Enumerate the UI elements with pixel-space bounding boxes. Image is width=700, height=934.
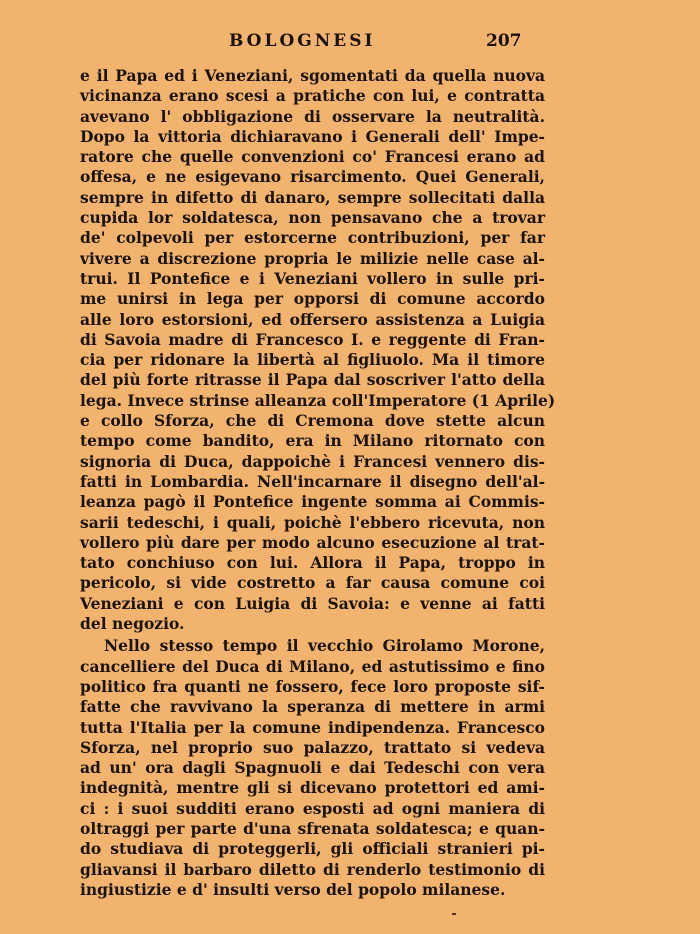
text-line: offesa, e ne esigevano risarcimento. Quei Generali, <box>80 167 545 187</box>
text-line: trui. Il Pontefice e i Veneziani vollero in sulle pri- <box>80 268 545 288</box>
text-line: alle loro estorsioni, ed offersero assistenza a Luigia <box>80 309 545 329</box>
text-line: indegnità, mentre gli si dicevano protettori ed ami- <box>80 778 545 798</box>
text-line: ad un' ora dagli Spagnuoli e dai Tedeschi con vera <box>80 758 545 778</box>
text-line: Dopo la vittoria dichiaravano i Generali dell' Impe- <box>80 126 545 146</box>
text-line: ingiustizie e d' insulti verso del popolo milanese. <box>80 879 506 899</box>
text-line: vicinanza erano scesi a pratiche con lui, e contratta <box>80 86 545 106</box>
text-line: vivere a discrezione propria le milizie nelle case al- <box>80 248 545 268</box>
running-title: BOLOGNESI <box>229 31 376 51</box>
page-number: 207 <box>486 31 522 51</box>
text-line: lega. Invece strinse alleanza coll'Imperatore (1 Aprile) <box>80 390 556 410</box>
text-line: politico fra quanti ne fossero, fece loro proposte sif- <box>80 676 545 696</box>
text-line: vollero più dare per modo alcuno esecuzione al trat- <box>80 532 545 552</box>
text-line: ci : i suoi sudditi erano esposti ad ogni maniera di <box>80 798 545 818</box>
text-line: sarii tedeschi, i quali, poichè l'ebbero ricevuta, non <box>80 512 545 532</box>
text-line: do studiava di proteggerli, gli officiali stranieri pi- <box>80 839 545 859</box>
text-line: oltraggi per parte d'una sfrenata soldatesca; e quan- <box>80 818 545 838</box>
body-text <box>80 66 556 900</box>
text-line: Nello stesso tempo il vecchio Girolamo Morone, <box>104 636 545 656</box>
text-line: ratore che quelle convenzioni co' Francesi erano ad <box>80 147 545 167</box>
paragraph <box>80 636 545 900</box>
text-line: avevano l' obbligazione di osservare la neutralità. <box>80 106 545 126</box>
text-line: tato conchiuso con lui. Allora il Papa, troppo in <box>80 553 545 573</box>
text-line: leanza pagò il Pontefice ingente somma ai Commis- <box>80 492 545 512</box>
text-line: de' colpevoli per estorcerne contribuzioni, per far <box>80 228 545 248</box>
text-line: Veneziani e con Luigia di Savoia: e venne ai fatti <box>80 593 545 613</box>
text-line: cupida lor soldatesca, non pensavano che a trovar <box>80 208 545 228</box>
text-line: pericolo, si vide costretto a far causa comune coi <box>80 573 545 593</box>
text-line: del negozio. <box>80 614 185 634</box>
text-line: me unirsi in lega per opporsi di comune accordo <box>80 289 545 309</box>
text-line: tempo come bandito, era in Milano ritornato con <box>80 431 545 451</box>
text-line: fatte che ravvivano la speranza di mettere in armi <box>80 697 545 717</box>
text-line: del più forte ritrasse il Papa dal soscriver l'atto della <box>80 370 545 390</box>
text-line: cia per ridonare la libertà al figliuolo. Ma il timore <box>80 350 545 370</box>
text-line: e il Papa ed i Veneziani, sgomentati da quella nuova <box>80 66 545 85</box>
text-line: cancelliere del Duca di Milano, ed astutissimo e fino <box>80 656 545 676</box>
text-line: di Savoia madre di Francesco I. e reggente di Fran- <box>80 329 545 349</box>
text-line: signoria di Duca, dappoichè i Francesi vennero dis- <box>80 451 545 471</box>
ink-speck <box>452 913 456 915</box>
text-line: tutta l'Italia per la comune indipendenza. Francesco <box>80 717 545 737</box>
running-head <box>0 31 700 55</box>
text-line: sempre in difetto di danaro, sempre sollecitati dalla <box>80 187 545 207</box>
text-line: e collo Sforza, che di Cremona dove stette alcun <box>80 411 545 431</box>
text-line: Sforza, nel proprio suo palazzo, trattato si vedeva <box>80 737 545 757</box>
text-line: fatti in Lombardia. Nell'incarnare il disegno dell'al- <box>80 471 545 491</box>
text-line: gliavansi il barbaro diletto di renderlo testimonio di <box>80 859 545 879</box>
paragraph <box>80 66 556 634</box>
